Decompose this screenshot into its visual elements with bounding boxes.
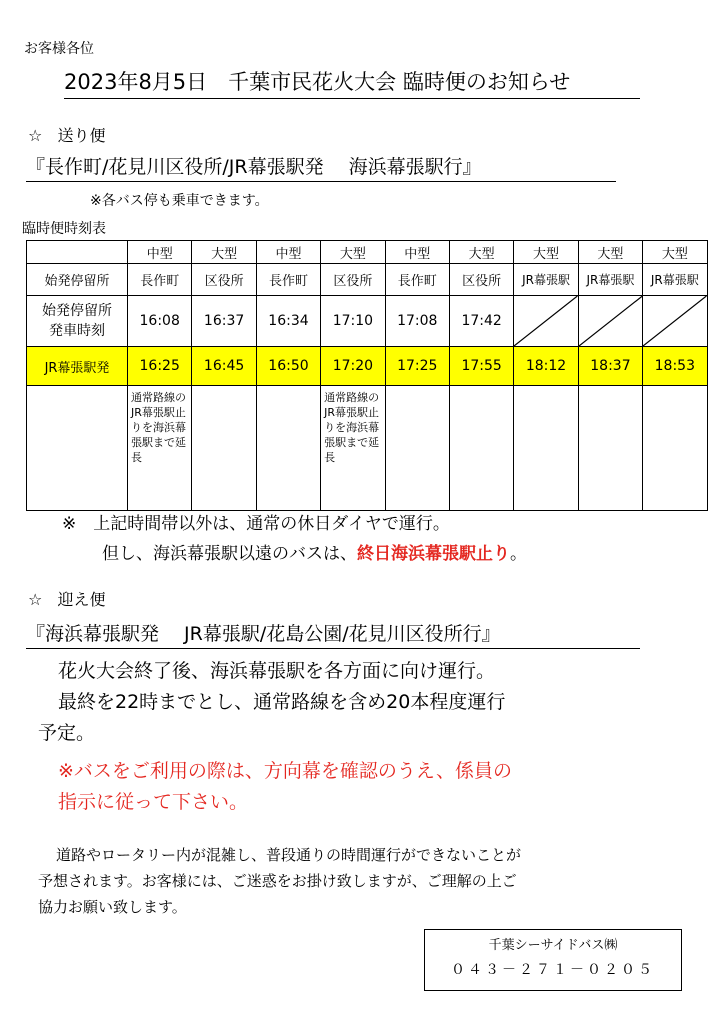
closing-line: 道路やロータリー内が混雑し、普段通りの時間運行ができないことが (56, 846, 522, 864)
schedule-note: ※ 上記時間帯以外は、通常の休日ダイヤで運行。 (62, 514, 450, 534)
inbound-label: 迎え便 (57, 590, 106, 609)
jr-departure-cell: 16:25 (128, 347, 192, 386)
bus-type-cell: 中型 (128, 241, 192, 264)
remark-text (643, 386, 706, 390)
departure-time-cell: 17:10 (321, 296, 385, 347)
remark-cell (256, 386, 320, 511)
timetable (26, 240, 708, 511)
bus-type-cell: 大型 (578, 241, 642, 264)
departure-time-cell: 16:08 (128, 296, 192, 347)
row-label: 始発停留所 (27, 264, 128, 296)
inbound-paragraph-line: 花火大会終了後、海浜幕張駅を各方面に向け運行。 (58, 660, 496, 682)
remark-cell (449, 386, 513, 511)
bus-type-cell: 中型 (256, 241, 320, 264)
closing-line: 予想されます。お客様には、ご迷惑をお掛け致しますが、ご理解の上ご (38, 872, 517, 890)
jr-departure-cell: 17:55 (449, 347, 513, 386)
remark-text (192, 386, 255, 390)
departure-time-cell: 16:34 (256, 296, 320, 347)
origin-stop-cell: JR幕張駅 (643, 264, 707, 296)
remark-cell (128, 386, 192, 511)
departure-time-cell: 16:37 (192, 296, 256, 347)
origin-stop-cell: 区役所 (321, 264, 385, 296)
remark-text (514, 386, 577, 390)
page-title: 2023年8月5日 千葉市民花火大会 臨時便のお知らせ (64, 66, 640, 99)
row-label: JR幕張駅発 (27, 347, 128, 386)
departure-time-cell: 17:42 (449, 296, 513, 347)
bus-type-cell: 大型 (514, 241, 578, 264)
remark-text (386, 386, 449, 390)
row-label-line: 発車時刻 (49, 323, 105, 339)
diagonal-slash-cell (514, 296, 578, 347)
remark-text (450, 386, 513, 390)
remark-cell (578, 386, 642, 511)
remark-text: 通常路線のJR幕張駅止りを海浜幕張駅まで延長 (324, 391, 380, 464)
warning-line: ※バスをご利用の際は、方向幕を確認のうえ、係員の (58, 760, 513, 782)
bus-type-cell: 大型 (321, 241, 385, 264)
empty-cell (27, 386, 128, 511)
jr-departure-cell: 18:53 (643, 347, 707, 386)
outbound-header (28, 123, 105, 146)
star-icon: ☆ (28, 126, 43, 145)
diagonal-slash-cell (578, 296, 642, 347)
inbound-paragraph-line: 予定。 (38, 722, 96, 744)
bus-type-row (27, 241, 708, 264)
closing-line: 協力お願い致します。 (38, 898, 187, 916)
diagonal-slash-cell (643, 296, 707, 347)
remark-text (579, 386, 642, 390)
outbound-label: 送り便 (57, 126, 106, 145)
remark-cell (643, 386, 707, 511)
diagonal-line (514, 296, 577, 346)
remark-text: 通常路線のJR幕張駅止りを海浜幕張駅まで延長 (131, 391, 186, 464)
star-icon: ☆ (28, 590, 43, 609)
empty-cell (27, 241, 128, 264)
jr-departure-cell: 18:37 (578, 347, 642, 386)
company-name: 千葉シーサイドバス㈱ (488, 938, 618, 953)
inbound-header (28, 587, 105, 610)
remark-cell (321, 386, 385, 511)
remark-cell (514, 386, 578, 511)
bus-type-cell: 大型 (643, 241, 707, 264)
diagonal-line (579, 296, 642, 346)
warning-line: 指示に従って下さい。 (58, 791, 249, 813)
outbound-note: ※各バス停も乗車できます。 (90, 193, 269, 209)
origin-stop-row (27, 264, 708, 296)
jr-departure-cell: 16:45 (192, 347, 256, 386)
bus-type-cell: 中型 (385, 241, 449, 264)
origin-stop-cell: 長作町 (256, 264, 320, 296)
greeting: お客様各位 (24, 41, 94, 57)
bus-type-cell: 大型 (449, 241, 513, 264)
origin-stop-cell: 区役所 (192, 264, 256, 296)
inbound-paragraph-line: 最終を22時までとし、通常路線を含め20本程度運行 (58, 691, 506, 713)
bus-type-cell: 大型 (192, 241, 256, 264)
timetable-caption: 臨時便時刻表 (22, 221, 106, 237)
inbound-route: 『海浜幕張駅発 JR幕張駅/花島公園/花見川区役所行』 (26, 619, 640, 649)
departure-time-row (27, 296, 708, 347)
phone-number: ０４３－２７１－０２０５ (451, 962, 655, 978)
remark-cell (192, 386, 256, 511)
origin-stop-cell: 長作町 (385, 264, 449, 296)
departure-time-cell: 17:08 (385, 296, 449, 347)
terminal-note-prefix: 但し、海浜幕張駅以遠のバスは、 (102, 544, 357, 564)
remark-cell (385, 386, 449, 511)
remarks-row (27, 386, 708, 511)
origin-stop-cell: JR幕張駅 (578, 264, 642, 296)
row-label-line: 始発停留所 (42, 303, 112, 319)
contact-box (424, 929, 682, 991)
row-label (27, 296, 128, 347)
jr-makuhari-departure-row (27, 347, 708, 386)
terminal-note (102, 539, 527, 564)
origin-stop-cell: 区役所 (449, 264, 513, 296)
terminal-note-suffix: 。 (510, 544, 527, 564)
jr-departure-cell: 18:12 (514, 347, 578, 386)
origin-stop-cell: JR幕張駅 (514, 264, 578, 296)
jr-departure-cell: 17:20 (321, 347, 385, 386)
jr-departure-cell: 17:25 (385, 347, 449, 386)
outbound-route: 『長作町/花見川区役所/JR幕張駅発 海浜幕張駅行』 (26, 152, 616, 182)
origin-stop-cell: 長作町 (128, 264, 192, 296)
terminal-note-emphasis: 終日海浜幕張駅止り (357, 544, 510, 564)
jr-departure-cell: 16:50 (256, 347, 320, 386)
remark-text (257, 386, 320, 390)
diagonal-line (643, 296, 706, 346)
